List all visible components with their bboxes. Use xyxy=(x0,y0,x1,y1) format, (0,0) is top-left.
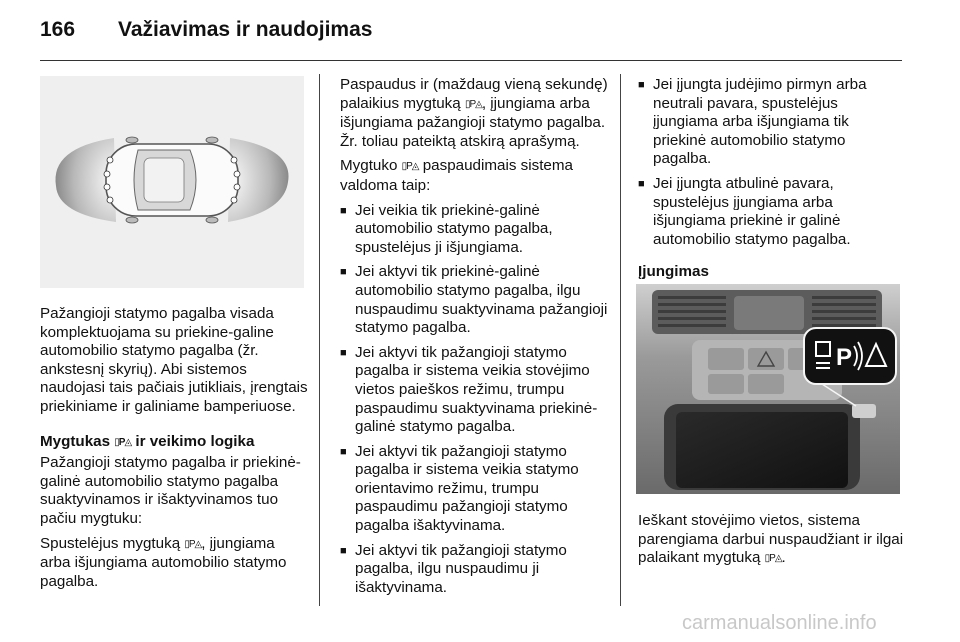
page-header xyxy=(40,18,372,42)
park-assist-button-icon: ▯P◬ xyxy=(764,553,782,565)
section-heading-activation: Įjungimas xyxy=(638,263,709,281)
park-assist-button-icon: ▯P◬ xyxy=(464,98,482,110)
list-item: ■ Jei įjungta atbulinė pavara, spustelėjus įjungiama arba išjungiama priekinė ir galinė automobilio statymo pagalba. xyxy=(638,175,906,249)
paragraph-click: Spustelėjus mygtuką ▯P◬, įjungiama arba išjungiama automobilio statymo pagalba. xyxy=(40,534,287,590)
dashboard-button-image xyxy=(636,284,900,494)
list-item: ■ Jei veikia tik priekinė-galinė automobilio statymo pagalba, spustelėjus ji išjungiama. xyxy=(340,202,608,258)
column-3-bottom xyxy=(638,512,906,575)
gear-list xyxy=(638,76,906,249)
section-heading-button-logic: Mygtukas ▯P◬ ir veikimo logika xyxy=(40,432,255,450)
paragraph-long-press: Paspaudus ir (maždaug vieną sekundę) palaikius mygtuką ▯P◬, įjungiama arba išjungiama pažangioji statymo pagalba. Žr. toliau pateiktą atskirą aprašymą. xyxy=(340,76,608,150)
park-assist-button-icon: ▯P◬ xyxy=(114,436,132,448)
park-assist-button-icon: ▯P◬ xyxy=(184,538,202,550)
list-item: ■ Jei aktyvi tik priekinė-galinė automobilio statymo pagalba, ilgu nuspaudimu suaktyvinama pažangioji statymo pagalba. xyxy=(340,263,608,337)
list-item: ■ Jei aktyvi tik pažangioji statymo pagalba, ilgu nuspaudimu ji išaktyvinama. xyxy=(340,542,608,598)
column-divider-1 xyxy=(319,74,320,606)
list-item: ■ Jei įjungta judėjimo pirmyn arba neutrali pavara, spustelėjus įjungiama arba išjungiama tik priekinė automobilio statymo pagalba. xyxy=(638,76,906,169)
watermark: carmanualsonline.info xyxy=(682,612,877,634)
paragraph-button-control: Mygtuko ▯P◬ paspaudimais sistema valdoma taip: xyxy=(340,157,573,194)
page-number: 166 xyxy=(40,18,76,41)
list-item: ■ Jei aktyvi tik pažangioji statymo pagalba ir sistema veikia statymo orientavimo režimu, trumpu paspaudimu pažangioji statymo pagalba išaktyvinama. xyxy=(340,443,608,536)
column-divider-2 xyxy=(620,74,621,606)
column-3 xyxy=(638,76,906,284)
parking-sensors-image xyxy=(40,76,304,288)
intro-paragraph: Pažangioji statymo pagalba visada komplektuojama su priekine-galine automobilio statymo pagalba (žr. ankstesnį skyrių). Abi sistemos naudojasi tais pačiais jutikliais, įrengtais priekiniame ir galiniame bamperiuose. xyxy=(40,305,308,415)
page-title: Važiavimas ir naudojimas xyxy=(118,18,373,41)
column-2 xyxy=(340,76,608,603)
control-list xyxy=(340,202,608,598)
paragraph-search-space: Ieškant stovėjimo vietos, sistema parengiama darbui nuspaudžiant ir ilgai palaikant mygtuką ▯P◬. xyxy=(638,512,904,567)
svg-text:P: P xyxy=(836,344,853,371)
park-assist-button-icon: ▯P◬ xyxy=(401,161,419,173)
header-rule xyxy=(40,60,902,61)
list-item: ■ Jei aktyvi tik pažangioji statymo pagalba ir sistema veikia stovėjimo vietos paieškos režimu, trumpu paspaudimu suaktyvinama priekinė-galinė statymo pagalba. xyxy=(340,344,608,437)
column-1 xyxy=(40,305,308,597)
paragraph-same-button: Pažangioji statymo pagalba ir priekinė-galinė automobilio statymo pagalba suaktyvinamos ir išaktyvinamos tuo pačiu mygtuku: xyxy=(40,454,301,527)
